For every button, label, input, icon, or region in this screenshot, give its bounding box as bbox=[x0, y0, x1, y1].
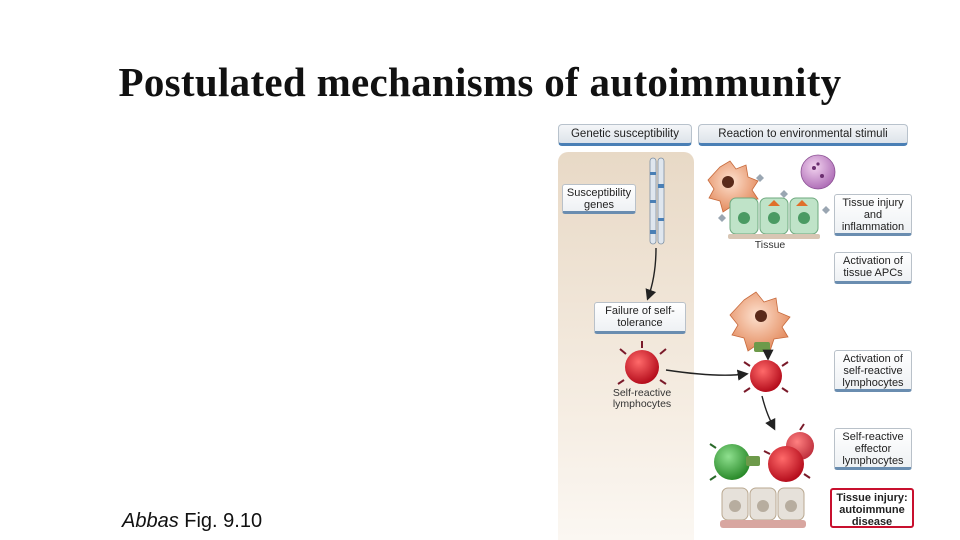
to-activation-arrow bbox=[666, 370, 746, 375]
effector-lymphocyte-icon bbox=[764, 424, 814, 482]
self-reactive-effector-lymphocytes-label: Self-reactive effector lymphocytes bbox=[834, 428, 912, 470]
tissue-cells-icon bbox=[728, 198, 820, 239]
environmental-stimuli-header: Reaction to environmental stimuli bbox=[698, 124, 908, 146]
genetic-susceptibility-header: Genetic susceptibility bbox=[558, 124, 692, 146]
chromosome-icon bbox=[650, 158, 664, 244]
self-reactive-lymphocyte-icon bbox=[618, 341, 666, 384]
to-effector-arrow bbox=[762, 396, 774, 428]
genes-to-failure-arrow bbox=[648, 248, 656, 298]
activation-of-tissue-apcs-label: Activation of tissue APCs bbox=[834, 252, 912, 284]
susceptibility-genes-label: Susceptibility genes bbox=[562, 184, 636, 214]
macrophage-icon bbox=[801, 155, 835, 189]
effector-t-cell-icon bbox=[710, 444, 760, 480]
activated-lymphocyte-icon bbox=[744, 360, 788, 392]
tissue-injury-inflammation-label: Tissue injury and inflammation bbox=[834, 194, 912, 236]
activation-of-self-reactive-lymphocytes-label: Activation of self-reactive lymphocytes bbox=[834, 350, 912, 392]
caption-author: Abbas bbox=[122, 510, 179, 532]
slide-title: Postulated mechanisms of autoimmunity bbox=[118, 59, 842, 105]
self-reactive-lymphocytes-label: Self-reactive lymphocytes bbox=[612, 387, 672, 410]
damaged-tissue-icon bbox=[720, 488, 806, 528]
tissue-label: Tissue bbox=[754, 239, 786, 251]
failure-of-self-tolerance-label: Failure of self-tolerance bbox=[594, 302, 686, 334]
activated-apc-icon bbox=[730, 292, 790, 352]
autoimmune-disease-label: Tissue injury: autoimmune disease bbox=[830, 488, 914, 528]
caption-figure-number: Fig. 9.10 bbox=[178, 510, 263, 532]
autoimmunity-diagram bbox=[556, 122, 916, 540]
figure-caption bbox=[122, 510, 262, 533]
